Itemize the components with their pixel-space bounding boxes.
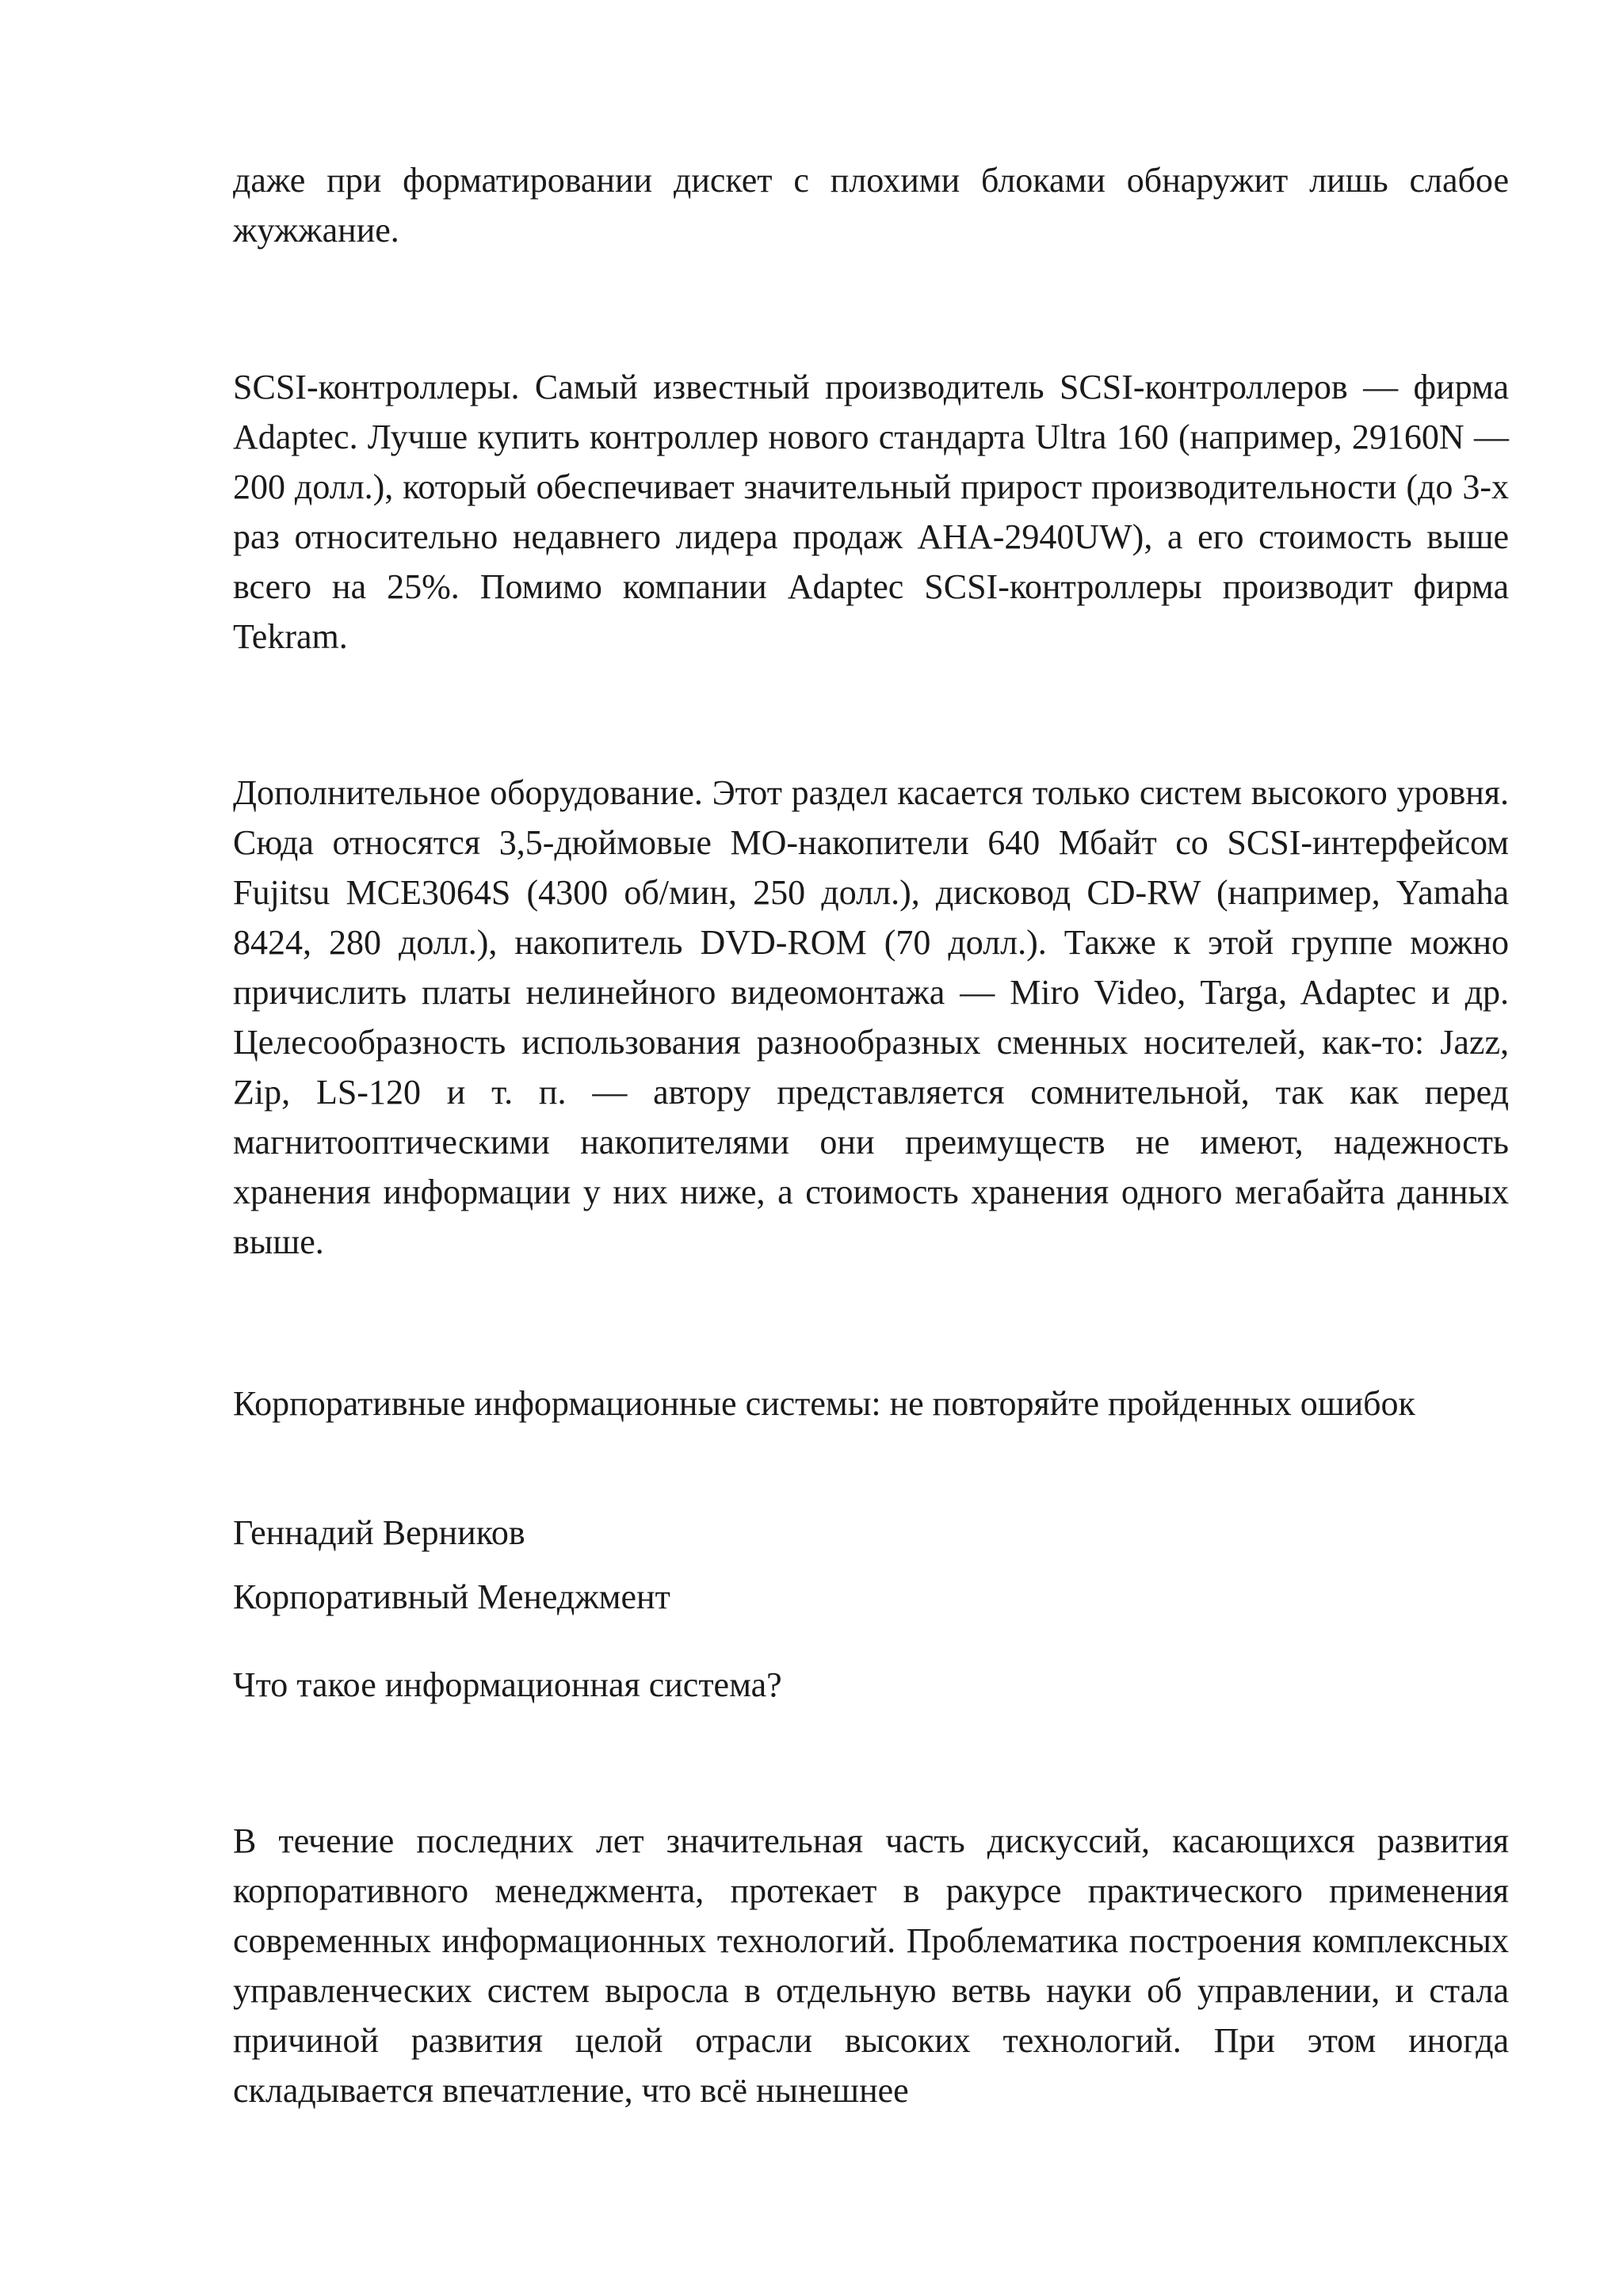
paragraph-scsi-controllers (233, 362, 1509, 662)
paragraph-text: SCSI-контроллеры. Самый известный производитель SCSI-контроллеров — фирма Adaptec. Лучше купить контроллер нового стандарта Ultra 160 (например, 29160N — 200 долл.), который обеспечивает значительный прирост производительности (до 3-х раз относительно недавнего лидера продаж AHA-2940UW), а его стоимость выше всего на 25%. Помимо компании Adaptec SCSI-контроллеры производит фирма Tekram. (233, 368, 1509, 656)
paragraph-additional-equipment (233, 768, 1509, 1267)
paragraph-text: В течение последних лет значительная часть дискуссий, касающихся развития корпоративного менеджмента, протекает в ракурсе практического применения современных информационных технологий. Проблематика построения комплексных управленческих систем выросла в отдельную ветвь науки об управлении, и стала причиной развития целой отрасли высоких технологий. При этом иногда складывается впечатление, что всё нынешнее (233, 1821, 1509, 2110)
article-author (233, 1508, 1509, 1558)
source-name: Корпоративный Менеджмент (233, 1577, 670, 1616)
section-heading-text: Что такое информационная система? (233, 1665, 782, 1704)
article-title-text: Корпоративные информационные системы: не повторяйте пройденных ошибок (233, 1384, 1415, 1423)
section-heading (233, 1660, 1509, 1710)
paragraph-intro (233, 1816, 1509, 2115)
author-name: Геннадий Верников (233, 1513, 525, 1552)
article-title (233, 1379, 1509, 1428)
article-source (233, 1572, 1509, 1622)
paragraph-text: даже при форматировании дискет с плохими блоками обнаружит лишь слабое жужжание. (233, 161, 1509, 250)
paragraph-text: Дополнительное оборудование. Этот раздел касается только систем высокого уровня. Сюда относятся 3,5-дюймовые МО-накопители 640 Мбайт со SCSI-интерфейсом Fujitsu MCE3064S (4300 об/мин, 250 долл.), дисковод CD-RW (например, Yamaha 8424, 280 долл.), накопитель DVD-ROM (70 долл.). Также к этой группе можно причислить платы нелинейного видеомонтажа — Miro Video, Targa, Adaptec и др. Целесообразность использования разнообразных сменных носителей, как-то: Jazz, Zip, LS-120 и т. п. — автору представляется сомнительной, так как перед магнитооптическими накопителями они преимуществ не имеют, надежность хранения информации у них ниже, а стоимость хранения одного мегабайта данных выше. (233, 773, 1509, 1261)
paragraph-continuation (233, 155, 1509, 255)
